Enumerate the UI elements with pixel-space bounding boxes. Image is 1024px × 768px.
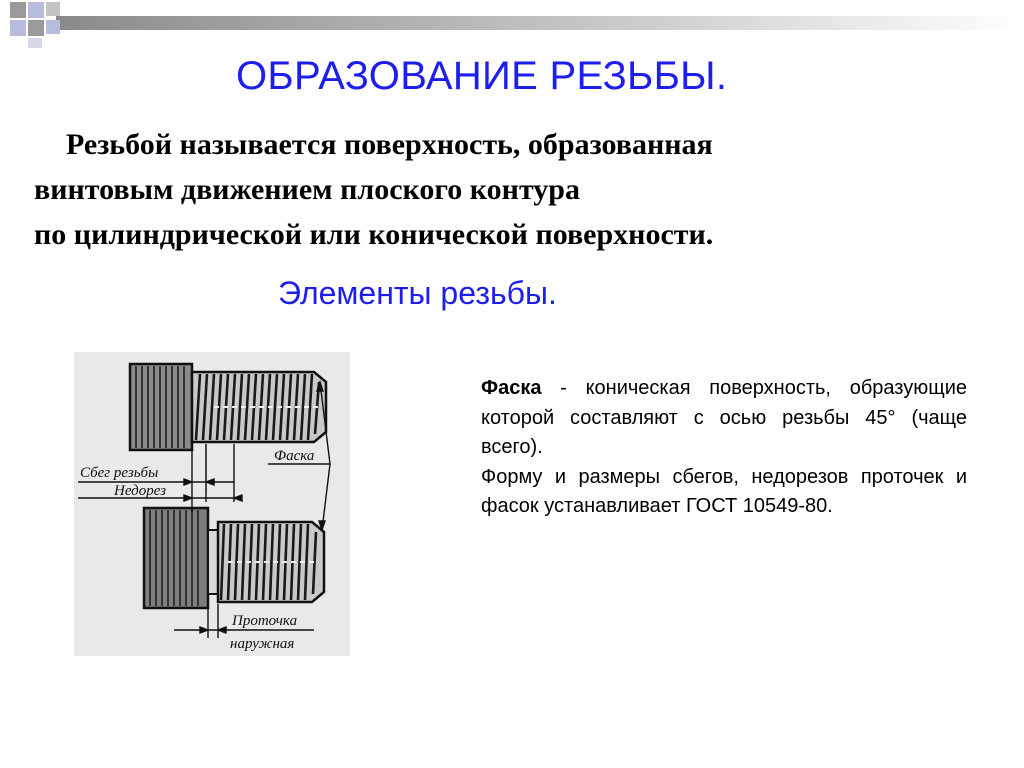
definition-text [34,122,994,257]
chamfer-definition-body: - коническая поверхность, образующие которой составляют с осью резьбы 45° (чаще всего). [481,377,967,458]
lower-groove [208,530,218,594]
header-band [56,16,1024,30]
description-text [481,374,967,522]
thread-elements-drawing [74,352,350,656]
header-decoration [0,0,1024,50]
label-external: наружная [230,636,295,652]
definition-line-1: Резьбой называется поверхность, образованная [66,128,713,161]
corner-squares [10,2,60,48]
label-runout: Сбег резьбы [80,465,159,481]
gost-reference: Форму и размеры сбегов, недорезов проточек и фасок устанавливает ГОСТ 10549-80. [481,465,967,517]
chamfer-definition [481,374,967,463]
chamfer-term: Фаска [481,377,542,399]
definition-line-3: по цилиндрической или конической поверхности. [34,218,714,251]
label-groove: Проточка [232,613,298,629]
label-undercut: Недорез [114,483,167,499]
label-chamfer: Фаска [274,448,315,464]
definition-line-2: винтовым движением плоского контура [34,173,580,206]
section-subtitle: Элементы резьбы. [278,275,557,311]
slide-title: ОБРАЗОВАНИЕ РЕЗЬБЫ. [236,54,728,98]
lower-bolt [144,508,324,608]
